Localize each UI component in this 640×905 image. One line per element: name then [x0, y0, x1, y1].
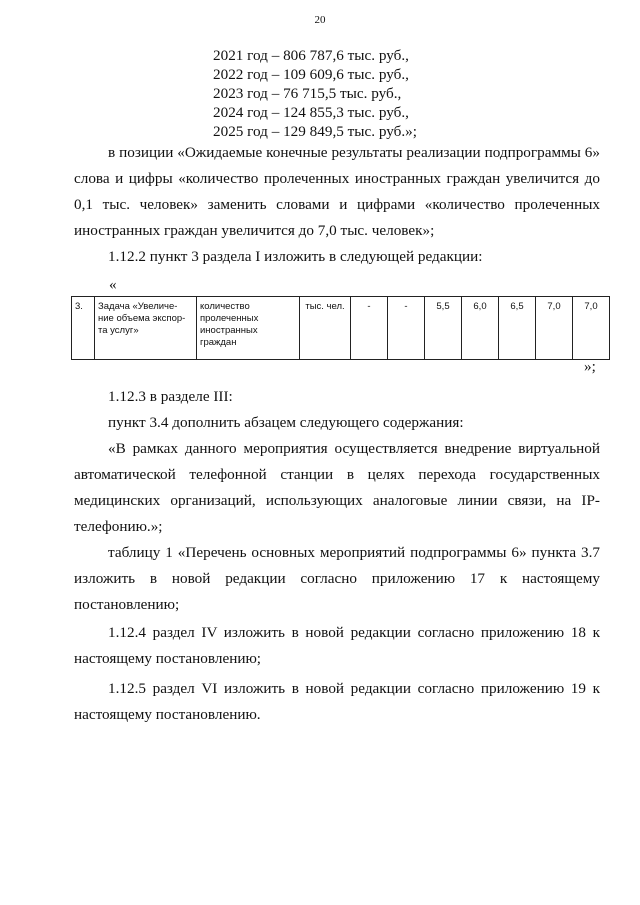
- indicator-table: [71, 296, 610, 360]
- close-quote: »;: [584, 358, 596, 375]
- funding-line-2021: 2021 год – 806 787,6 тыс. руб.,: [213, 47, 409, 64]
- paragraph-1-12-2: 1.12.2 пункт 3 раздела I изложить в следующей редакции:: [108, 248, 483, 265]
- table-cell-value: 6,0: [462, 297, 499, 360]
- paragraph-1-12-3: 1.12.3 в разделе III:: [108, 388, 233, 405]
- table-cell-value: 5,5: [425, 297, 462, 360]
- paragraph-1-12-4: 1.12.4 раздел IV изложить в новой редакции согласно приложению 18 к настоящему постановлению;: [74, 624, 600, 667]
- table-row: [72, 297, 610, 360]
- paragraph-inserted-quote: «В рамках данного мероприятия осуществляется внедрение виртуальной автоматической телефонной станции в целях перехода государственных медицинских организаций, использующих аналоговые линии связи, на IP-телефонию.»;: [74, 440, 600, 535]
- funding-line-2022: 2022 год – 109 609,6 тыс. руб.,: [213, 66, 409, 83]
- table-cell-task: Задача «Увеличе-ние объема экспор-та услуг»: [95, 297, 197, 360]
- table-cell-value: 6,5: [499, 297, 536, 360]
- paragraph-3-4: пункт 3.4 дополнить абзацем следующего содержания:: [108, 414, 464, 431]
- funding-list: [213, 46, 417, 141]
- funding-line-2025: 2025 год – 129 849,5 тыс. руб.»;: [213, 123, 417, 140]
- table-cell-value: 7,0: [573, 297, 610, 360]
- funding-line-2024: 2024 год – 124 855,3 тыс. руб.,: [213, 104, 409, 121]
- funding-line-2023: 2023 год – 76 715,5 тыс. руб.,: [213, 85, 402, 102]
- table-cell-indicator: количество пролеченных иностранных граждан: [197, 297, 300, 360]
- paragraph-table-1: таблицу 1 «Перечень основных мероприятий подпрограммы 6» пункта 3.7 изложить в новой редакции согласно приложению 17 к настоящему постановлению;: [74, 544, 600, 613]
- paragraph-expected-results: в позиции «Ожидаемые конечные результаты реализации подпрограммы 6» слова и цифры «количество пролеченных иностранных граждан увеличится до 0,1 тыс. человек» заменить словами и цифрами «количество пролеченных иностранных граждан увеличится до 7,0 тыс. человек»;: [74, 144, 600, 239]
- table-cell-value: 7,0: [536, 297, 573, 360]
- table-cell-unit: тыс. чел.: [300, 297, 351, 360]
- paragraph-1-12-5: 1.12.5 раздел VI изложить в новой редакции согласно приложению 19 к настоящему постановлению.: [74, 680, 600, 723]
- table-cell-number: 3.: [72, 297, 95, 360]
- table-cell-value: -: [388, 297, 425, 360]
- page-number: 20: [314, 14, 326, 26]
- table-cell-value: -: [351, 297, 388, 360]
- open-quote: «: [109, 276, 117, 293]
